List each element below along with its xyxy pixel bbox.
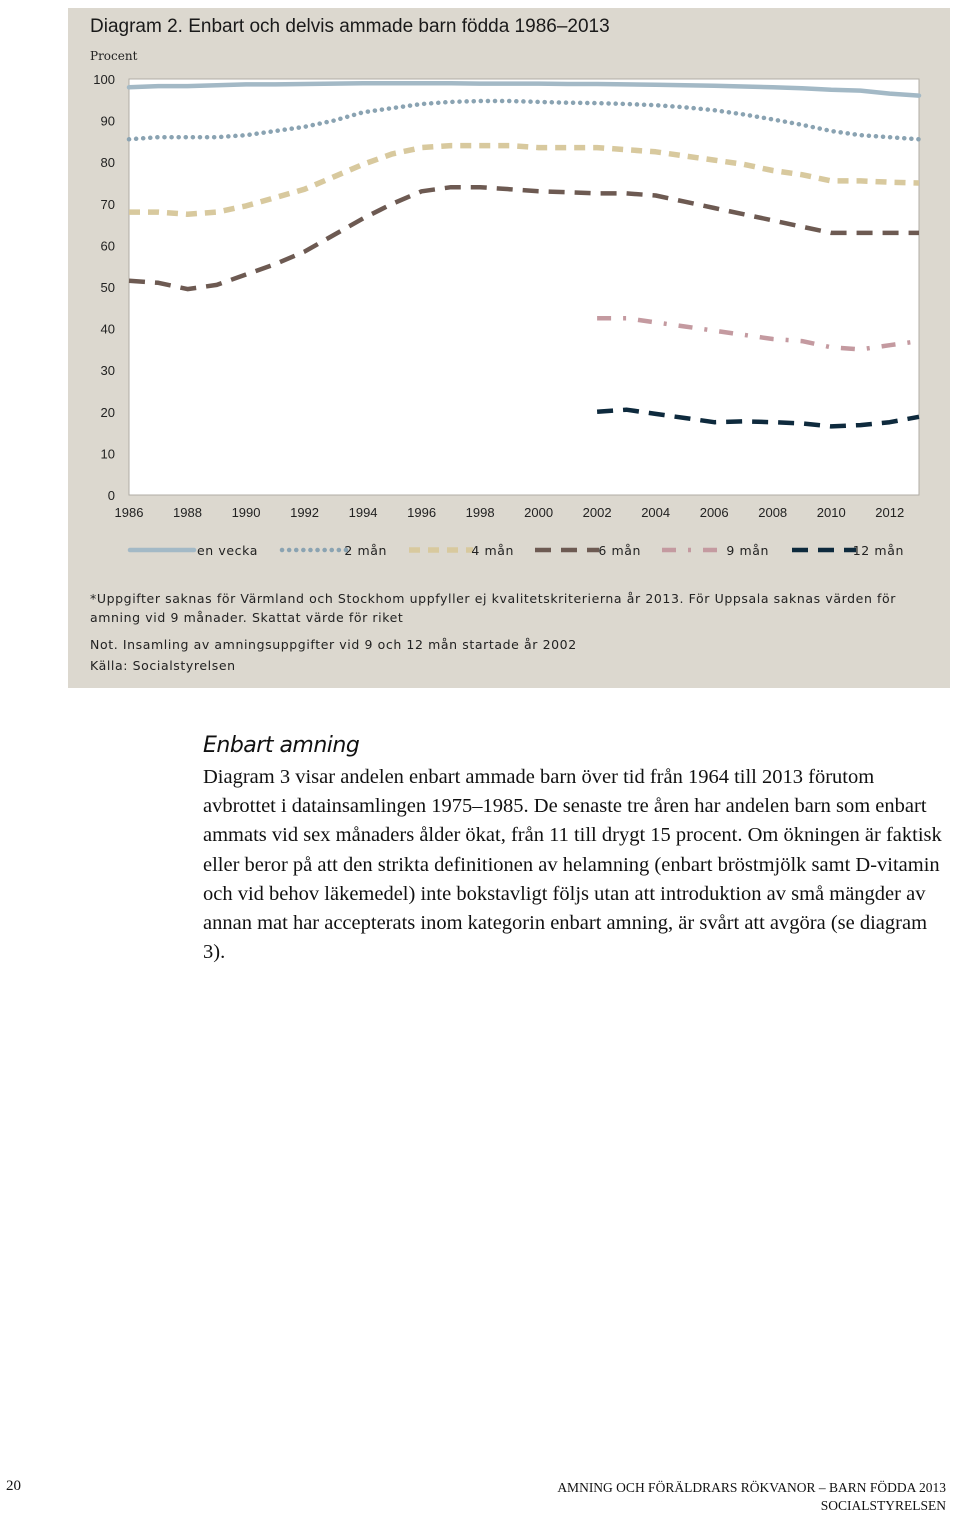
line-chart: [68, 8, 950, 588]
x-tick-label: 2000: [524, 505, 554, 520]
footer-publication-title: AMNING OCH FÖRÄLDRARS RÖKVANOR – BARN FÖDDA 2013: [557, 1480, 946, 1495]
y-tick-label: 80: [100, 155, 115, 171]
legend-label-3: 6 mån: [598, 543, 641, 558]
legend-label-4: 9 mån: [726, 543, 769, 558]
x-tick-label: 1986: [114, 505, 144, 520]
chart-note-missing-data: *Uppgifter saknas för Värmland och Stockhom uppfyller ej kvalitetskriterierna år 2013. För Uppsala saknas värden för amning vid 9 månader. Skattat värde för riket: [90, 591, 897, 625]
y-tick-label: 30: [100, 363, 115, 379]
y-tick-label: 60: [100, 238, 115, 254]
body-paragraph: Diagram 3 visar andelen enbart ammade barn över tid från 1964 till 2013 förutom avbrottet i datainsamlingen 1975–1985. De senaste tre åren har andelen barn som enbart ammats vid sex månaders ålder ökat, från 11 till drygt 15 procent. Om ökningen är faktisk eller beror på att den strikta definitionen av helamning (enbart bröstmjölk samt D-vitamin och vid behov läkemedel) inte bokstavligt följs utan att introduktion av små mängder av annan mat har accepterats inom kategorin enbart amning, är svårt att avgöra (se diagram 3).: [203, 766, 942, 964]
legend-label-1: 2 mån: [344, 543, 387, 558]
x-tick-label: 1996: [407, 505, 437, 520]
chart-panel: [68, 8, 950, 688]
y-axis-label: Procent: [90, 49, 138, 63]
y-tick-label: 90: [100, 113, 115, 129]
legend-label-5: 12 mån: [852, 543, 904, 558]
x-tick-label: 1998: [465, 505, 495, 520]
page-number: 20: [6, 1478, 21, 1494]
y-tick-label: 0: [107, 488, 115, 503]
x-tick-label: 1990: [231, 505, 261, 520]
legend-label-0: en vecka: [196, 543, 258, 558]
y-tick-label: 100: [93, 72, 115, 87]
x-tick-label: 1988: [173, 505, 202, 520]
y-tick-label: 10: [100, 446, 115, 462]
x-tick-label: 2004: [641, 505, 671, 520]
y-tick-label: 70: [100, 196, 115, 212]
section-heading: Enbart amning: [203, 733, 360, 758]
chart-title: Diagram 2. Enbart och delvis ammade barn födda 1986–2013: [90, 16, 610, 37]
x-tick-label: 1994: [348, 505, 378, 520]
y-tick-label: 40: [100, 321, 115, 337]
x-tick-label: 2002: [582, 505, 612, 520]
legend-label-2: 4 mån: [471, 543, 514, 558]
footer-organization: SOCIALSTYRELSEN: [820, 1498, 946, 1513]
x-tick-label: 2010: [816, 505, 846, 520]
x-tick-label: 2006: [699, 505, 729, 520]
chart-source: Källa: Socialstyrelsen: [90, 658, 236, 673]
y-tick-label: 20: [100, 404, 115, 420]
y-tick-label: 50: [100, 280, 115, 295]
x-tick-label: 1992: [290, 505, 320, 520]
chart-note-collection: Not. Insamling av amningsuppgifter vid 9 och 12 mån startade år 2002: [90, 637, 577, 652]
x-tick-label: 2008: [758, 505, 788, 520]
x-tick-label: 2012: [875, 505, 905, 520]
plot-area: [129, 79, 919, 495]
